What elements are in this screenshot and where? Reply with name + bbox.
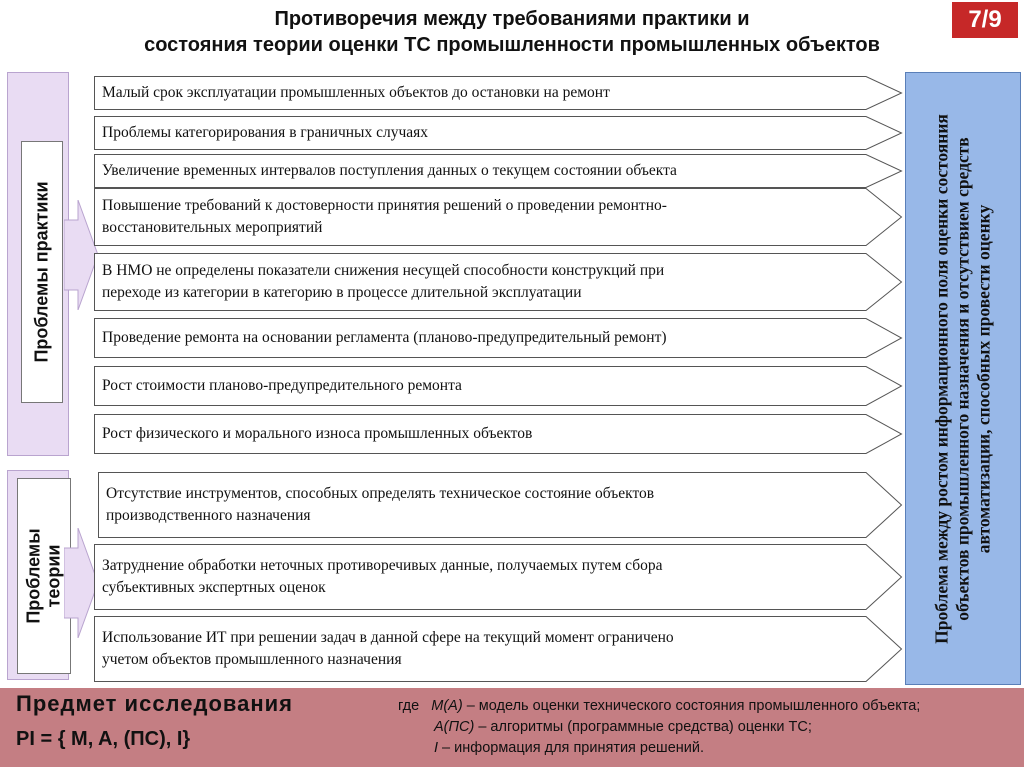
theory-item <box>94 616 902 682</box>
practice-item <box>94 188 902 246</box>
theory-category-text <box>24 528 64 623</box>
conclusion-text: Проблема между ростом информационного поля оценки состояния объектов промышленного назначения и отсутствием средств автоматизации, способных провести оценку <box>931 113 994 644</box>
legend-i-symbol: I <box>434 740 439 756</box>
theory-item <box>98 472 902 538</box>
theory-category-text-line-2: теории <box>44 544 65 608</box>
legend-line-a <box>398 717 920 738</box>
theory-item <box>94 544 902 610</box>
conclusion-panel <box>905 72 1021 685</box>
item-text: Использование ИТ при решении задач в данной сфере на текущий момент ограничено учетом объектов промышленного назначения <box>102 629 674 668</box>
item-text: Увеличение временных интервалов поступления данных о текущем состоянии объекта <box>102 162 677 179</box>
practice-category-text: Проблемы практики <box>32 181 53 363</box>
legend-line-m <box>398 696 920 717</box>
legend-m-text: – модель оценки технического состояния промышленного объекта; <box>462 698 921 714</box>
theory-category-text-line-1: Проблемы <box>24 528 45 624</box>
practice-item <box>94 414 902 454</box>
practice-item <box>94 154 902 188</box>
slide-title-line-1: Противоречия между требованиями практики и <box>274 8 750 30</box>
item-text: Рост физического и морального износа промышленных объектов <box>102 425 533 442</box>
item-text: Затруднение обработки неточных противоречивых данные, получаемых путем сбора субъективных экспертных оценок <box>102 557 663 596</box>
legend-m-symbol: M(A) <box>431 698 463 714</box>
legend-where: где <box>398 698 420 714</box>
theory-category-label <box>17 478 71 674</box>
legend-a-symbol: A(ПС) <box>434 719 475 735</box>
legend-a-text: – алгоритмы (программные средства) оценки ТС; <box>474 719 812 735</box>
research-subject-formula: PI = { M, A, (ПС), I} <box>16 728 191 750</box>
practice-item <box>94 366 902 406</box>
practice-category-label <box>21 141 63 403</box>
item-text: Отсутствие инструментов, способных определять техническое состояние объектов производственного назначения <box>106 485 655 524</box>
item-text: В НМО не определены показатели снижения несущей способности конструкций при переходе из категории в категорию в процессе длительной эксплуатации <box>102 262 665 301</box>
item-text: Повышение требований к достоверности принятия решений о проведении ремонтно- восстановительных мероприятий <box>102 197 667 236</box>
research-subject-bar <box>0 688 1024 767</box>
slide-title <box>0 6 1024 58</box>
legend-i-text: – информация для принятия решений. <box>438 740 704 756</box>
practice-item <box>94 318 902 358</box>
practice-item <box>94 76 902 110</box>
page-number-badge: 7/9 <box>952 2 1018 38</box>
slide-title-line-2: состояния теории оценки ТС промышленности промышленных объектов <box>144 34 880 56</box>
item-text: Малый срок эксплуатации промышленных объектов до остановки на ремонт <box>102 84 610 101</box>
practice-item <box>94 253 902 311</box>
item-text: Рост стоимости планово-предупредительного ремонта <box>102 377 462 394</box>
formula-legend <box>398 696 920 759</box>
item-text: Проведение ремонта на основании регламента (планово-предупредительный ремонт) <box>102 329 667 346</box>
legend-line-i <box>398 738 920 759</box>
item-text: Проблемы категорирования в граничных случаях <box>102 124 429 141</box>
research-subject-title: Предмет исследования <box>16 691 293 716</box>
practice-item <box>94 116 902 150</box>
